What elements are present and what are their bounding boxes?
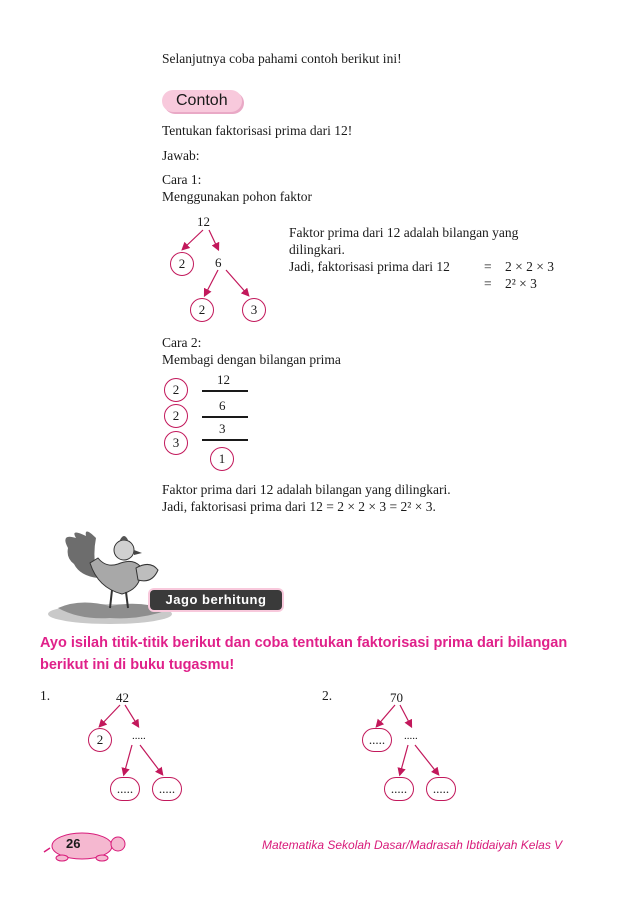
tree1-arrow-bottom-right [226, 270, 248, 295]
tree1-eq2: = [484, 276, 492, 291]
rooster-head [114, 540, 134, 560]
summary-line2: Jadi, faktorisasi prima dari 12 = 2 × 2 × 3 = 2² × 3. [162, 499, 436, 514]
rooster-comb [120, 536, 128, 540]
divisor-3: 3 [164, 431, 188, 455]
division-line-1 [202, 390, 248, 392]
division-line-2 [202, 416, 248, 418]
tree1-val1: 2 × 2 × 3 [505, 259, 554, 274]
division-result-circled: 1 [210, 447, 234, 471]
cara2-subtitle: Membagi dengan bilangan prima [162, 352, 341, 367]
intro-text: Selanjutnya coba pahami contoh berikut ini! [162, 51, 402, 66]
tree1-note-line2: dilingkari. [289, 242, 345, 257]
exercise1-left-circled: 2 [88, 728, 112, 752]
ex2-arrow-right [400, 705, 411, 726]
ex1-arrow-left [100, 705, 120, 726]
ex1-arrow-bottom-right [140, 745, 162, 774]
instruction-line1: Ayo isilah titik-titik berikut dan coba tentukan faktorisasi prima dari bilangan [40, 635, 568, 651]
contoh-label: Contoh [162, 90, 242, 112]
ex2-arrow-bottom-right [415, 745, 438, 774]
cara1-title: Cara 1: [162, 172, 202, 187]
exercise1-bottom-left-blank[interactable]: ..... [110, 777, 140, 801]
exercise2-right-blank: ..... [404, 730, 418, 742]
exercise2-bottom-left-blank[interactable]: ..... [384, 777, 414, 801]
tree1-root: 12 [197, 214, 210, 229]
cara1-subtitle: Menggunakan pohon faktor [162, 189, 312, 204]
quotient-1: 12 [217, 372, 230, 387]
question-text: Tentukan faktorisasi prima dari 12! [162, 123, 353, 138]
exercise2-left-blank[interactable]: ..... [362, 728, 392, 752]
tree1-arrow-bottom-left [205, 270, 218, 295]
rooster-illustration [40, 528, 190, 628]
tree1-bottom-left-circled: 2 [190, 298, 214, 322]
exercise2-root: 70 [390, 690, 403, 705]
exercise2-number: 2. [322, 688, 333, 703]
exercise1-root: 42 [116, 690, 129, 705]
exercise1-number: 1. [40, 688, 51, 703]
tree1-left-circled: 2 [170, 252, 194, 276]
tree1-right: 6 [215, 255, 222, 270]
tree1-arrow-right [209, 230, 218, 249]
jawab-label: Jawab: [162, 148, 200, 163]
footer-book-title: Matematika Sekolah Dasar/Madrasah Ibtidaiyah Kelas V [262, 838, 563, 852]
quotient-2: 6 [219, 398, 226, 413]
exercise1-right-blank: ..... [132, 730, 146, 742]
divisor-2: 2 [164, 404, 188, 428]
tree1-note-line1: Faktor prima dari 12 adalah bilangan yang [289, 225, 519, 240]
jago-berhitung-banner [150, 590, 282, 610]
exercise1-bottom-right-blank[interactable]: ..... [152, 777, 182, 801]
turtle-page-badge-icon [40, 830, 130, 862]
banner-label: Jago berhitung [165, 592, 267, 607]
ex1-arrow-bottom-left [124, 745, 132, 774]
page-number: 26 [66, 836, 81, 851]
exercise2-bottom-right-blank[interactable]: ..... [426, 777, 456, 801]
ex2-arrow-bottom-left [400, 745, 408, 774]
ex1-arrow-right [125, 705, 138, 726]
divisor-1: 2 [164, 378, 188, 402]
tree1-note-line3: Jadi, faktorisasi prima dari 12 [289, 259, 450, 274]
cara2-title: Cara 2: [162, 335, 202, 350]
tree1-arrow-left [183, 230, 203, 249]
quotient-3: 3 [219, 421, 226, 436]
ex2-arrow-left [377, 705, 395, 726]
tree1-bottom-right-circled: 3 [242, 298, 266, 322]
rooster-wing [136, 564, 158, 580]
instruction-line2: berikut ini di buku tugasmu! [40, 657, 235, 673]
division-line-3 [202, 439, 248, 441]
tree1-eq1: = [484, 259, 492, 274]
tree1-val2: 2² × 3 [505, 276, 537, 291]
summary-line1: Faktor prima dari 12 adalah bilangan yang dilingkari. [162, 482, 451, 497]
rooster-beak [134, 550, 142, 555]
